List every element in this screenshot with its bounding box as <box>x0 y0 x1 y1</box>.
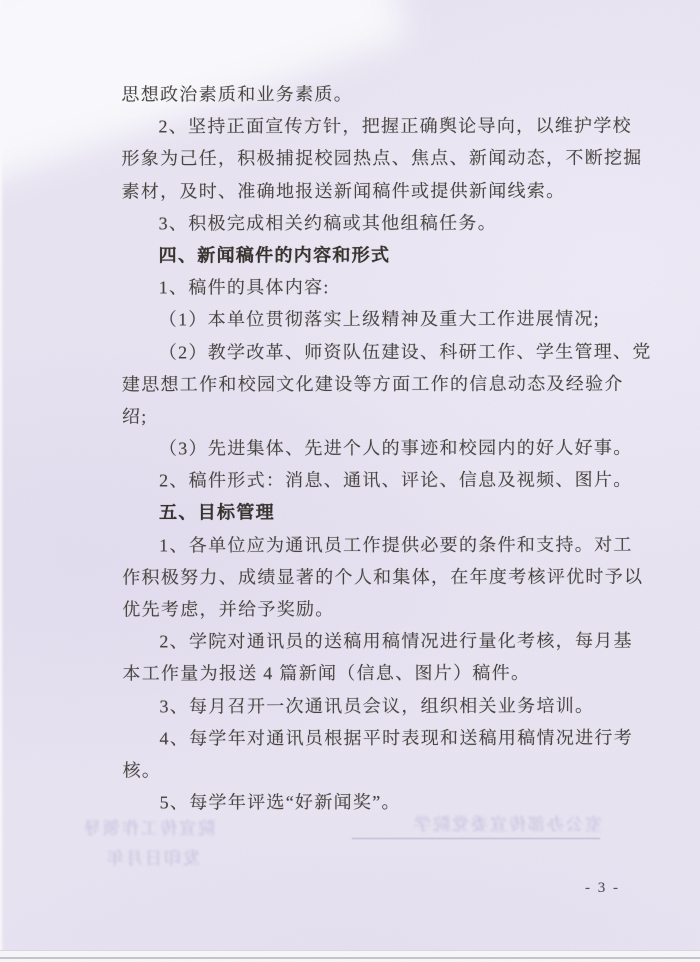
section-heading: 四、新闻稿件的内容和形式 <box>158 244 391 266</box>
document-lines <box>121 78 662 819</box>
text-line: （3）先进集体、先进个人的事迹和校园内的好人好事。 <box>158 437 633 459</box>
text-line: 作积极努力、成绩显著的个人和集体，在年度考核评优时予以 <box>122 566 644 588</box>
scan-bottom-edge-line <box>0 957 700 959</box>
bleedthrough-text: 发印日月年 <box>105 849 200 868</box>
page-number: - 3 - <box>585 880 620 896</box>
text-line: 2、坚持正面宣传方针，把握正确舆论导向，以维护学校 <box>158 115 632 137</box>
section-heading: 五、目标管理 <box>159 502 275 523</box>
scan-left-edge <box>0 0 4 962</box>
text-line: 思想政治素质和业务素质。 <box>121 84 354 105</box>
text-line: 核。 <box>122 760 162 781</box>
text-line: 绍; <box>121 406 148 427</box>
text-line: 建思想工作和校园文化建设等方面工作的信息动态及经验介 <box>121 373 624 395</box>
bleedthrough-text: 院宣传工作领导 <box>82 819 215 838</box>
text-line: 优先考虑，并给予奖励。 <box>122 599 335 620</box>
text-line: 3、积极完成相关约稿或其他组稿任务。 <box>158 212 498 234</box>
text-line: 2、学院对通讯员的送稿用稿情况进行量化考核，每月基 <box>159 630 633 652</box>
text-line: （1）本单位贯彻落实上级精神及重大工作进展情况; <box>158 308 600 330</box>
bleedthrough-text: 室公办部传宣委党院学 <box>412 815 602 834</box>
text-line: 2、稿件形式：消息、通讯、评论、信息及视频、图片。 <box>159 469 633 491</box>
scan-bottom-edge <box>0 950 700 962</box>
text-line: 3、每月召开一次通讯员会议，组织相关业务培训。 <box>159 695 595 716</box>
bleedthrough-underline <box>352 838 600 839</box>
text-line: 素材，及时、准确地报送新闻稿件或提供新闻线索。 <box>121 180 566 202</box>
text-line: 1、各单位应为通讯员工作提供必要的条件和支持。对工 <box>159 534 633 556</box>
text-line: 4、每学年对通讯员根据平时表现和送稿用稿情况进行考 <box>159 727 634 749</box>
text-line: 本工作量为报送 4 篇新闻（信息、图片）稿件。 <box>122 663 531 684</box>
text-line: （2）教学改革、师资队伍建设、科研工作、学生管理、党 <box>158 341 652 362</box>
text-line: 5、每学年评选“好新闻奖”。 <box>159 792 401 813</box>
text-line: 形象为己任，积极捕捉校园热点、焦点、新闻动态，不断挖掘 <box>121 147 643 169</box>
text-line: 1、稿件的具体内容: <box>158 277 330 298</box>
